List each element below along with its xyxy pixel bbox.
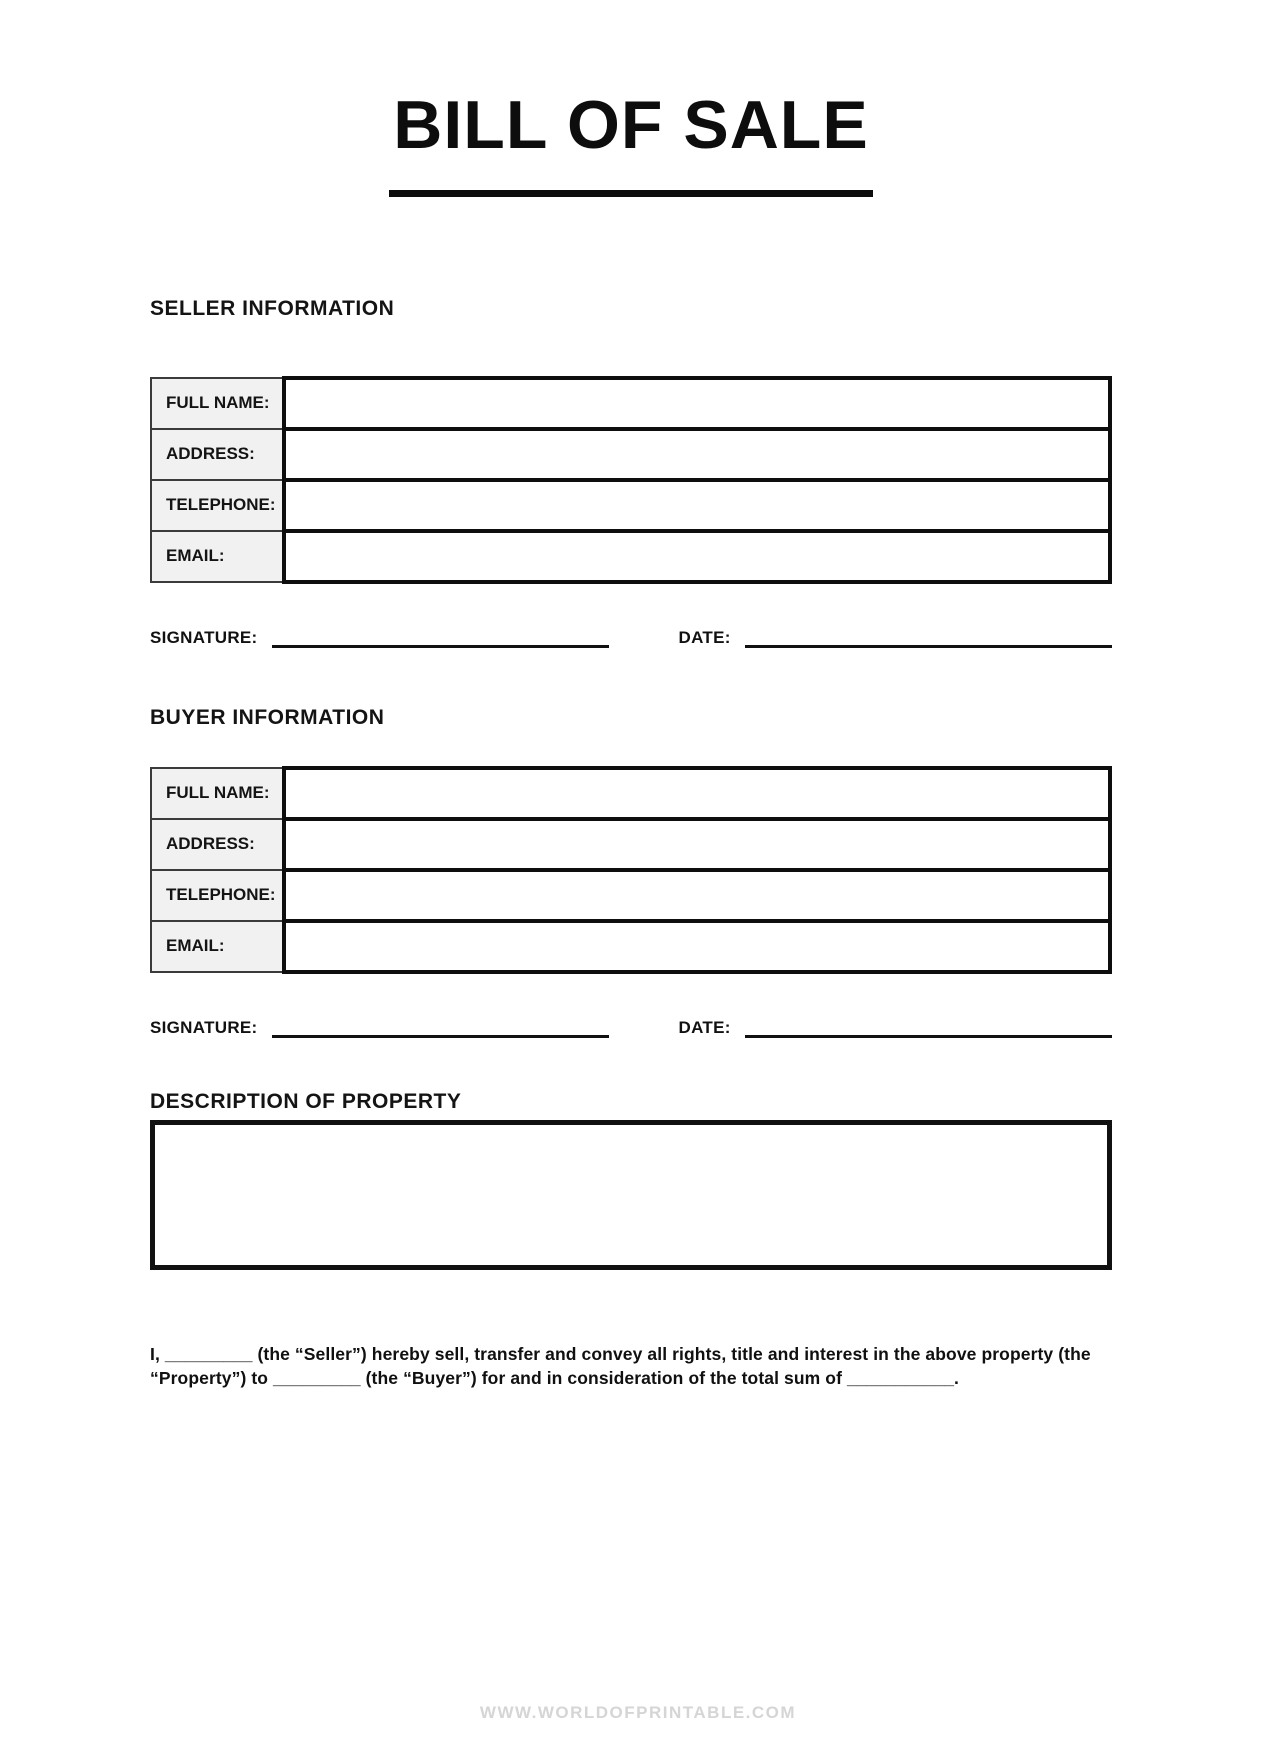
field-input-seller-telephone[interactable] bbox=[284, 480, 1110, 531]
table-row bbox=[151, 378, 1110, 429]
buyer-signature-row bbox=[150, 1016, 1112, 1038]
field-input-seller-address[interactable] bbox=[284, 429, 1110, 480]
table-row bbox=[151, 921, 1110, 972]
table-row bbox=[151, 819, 1110, 870]
field-input-seller-full-name[interactable] bbox=[284, 378, 1110, 429]
total-sum-blank[interactable]: ___________ bbox=[846, 1367, 955, 1388]
field-label-buyer-full-name: FULL NAME: bbox=[151, 768, 284, 819]
buyer-name-blank[interactable]: _________ bbox=[273, 1367, 361, 1388]
section-heading-property: DESCRIPTION OF PROPERTY bbox=[150, 1089, 462, 1113]
table-row bbox=[151, 480, 1110, 531]
seller-signature-label: SIGNATURE: bbox=[150, 627, 258, 647]
table-row bbox=[151, 870, 1110, 921]
field-label-seller-email: EMAIL: bbox=[151, 531, 284, 582]
property-description-box[interactable] bbox=[150, 1120, 1112, 1270]
field-label-seller-full-name: FULL NAME: bbox=[151, 378, 284, 429]
seller-signature-row bbox=[150, 626, 1112, 648]
field-label-seller-address: ADDRESS: bbox=[151, 429, 284, 480]
table-row bbox=[151, 429, 1110, 480]
field-input-buyer-telephone[interactable] bbox=[284, 870, 1110, 921]
field-input-buyer-address[interactable] bbox=[284, 819, 1110, 870]
field-label-seller-telephone: TELEPHONE: bbox=[151, 480, 284, 531]
seller-signature-line[interactable] bbox=[272, 626, 609, 648]
legal-text-part: (the “Seller”) hereby sell, transfer and convey all rights, title and interest in the above property (the “Property”) to bbox=[150, 1343, 1091, 1388]
field-input-seller-email[interactable] bbox=[284, 531, 1110, 582]
buyer-signature-line[interactable] bbox=[272, 1016, 609, 1038]
page-content bbox=[150, 88, 1112, 1390]
buyer-date-line[interactable] bbox=[745, 1016, 1112, 1038]
table-row bbox=[151, 768, 1110, 819]
legal-paragraph bbox=[150, 1342, 1112, 1390]
section-heading-seller: SELLER INFORMATION bbox=[150, 296, 395, 320]
field-label-buyer-address: ADDRESS: bbox=[151, 819, 284, 870]
seller-info-table bbox=[150, 376, 1112, 584]
field-input-buyer-email[interactable] bbox=[284, 921, 1110, 972]
page-title: BILL OF SALE bbox=[393, 87, 869, 163]
buyer-signature-label: SIGNATURE: bbox=[150, 1017, 258, 1037]
legal-text-part: . bbox=[954, 1367, 959, 1388]
seller-name-blank[interactable]: _________ bbox=[164, 1343, 253, 1364]
table-row bbox=[151, 531, 1110, 582]
seller-date-label: DATE: bbox=[678, 627, 731, 647]
section-heading-buyer: BUYER INFORMATION bbox=[150, 705, 385, 729]
field-label-buyer-email: EMAIL: bbox=[151, 921, 284, 972]
legal-text-part: I, bbox=[150, 1343, 160, 1364]
seller-date-line[interactable] bbox=[745, 626, 1112, 648]
field-input-buyer-full-name[interactable] bbox=[284, 768, 1110, 819]
buyer-date-label: DATE: bbox=[678, 1017, 731, 1037]
title-underline bbox=[389, 190, 873, 197]
legal-text-part: (the “Buyer”) for and in consideration of the total sum of bbox=[365, 1367, 842, 1388]
field-label-buyer-telephone: TELEPHONE: bbox=[151, 870, 284, 921]
buyer-info-table bbox=[150, 766, 1112, 974]
footer-watermark: WWW.WORLDOFPRINTABLE.COM bbox=[479, 1703, 797, 1722]
